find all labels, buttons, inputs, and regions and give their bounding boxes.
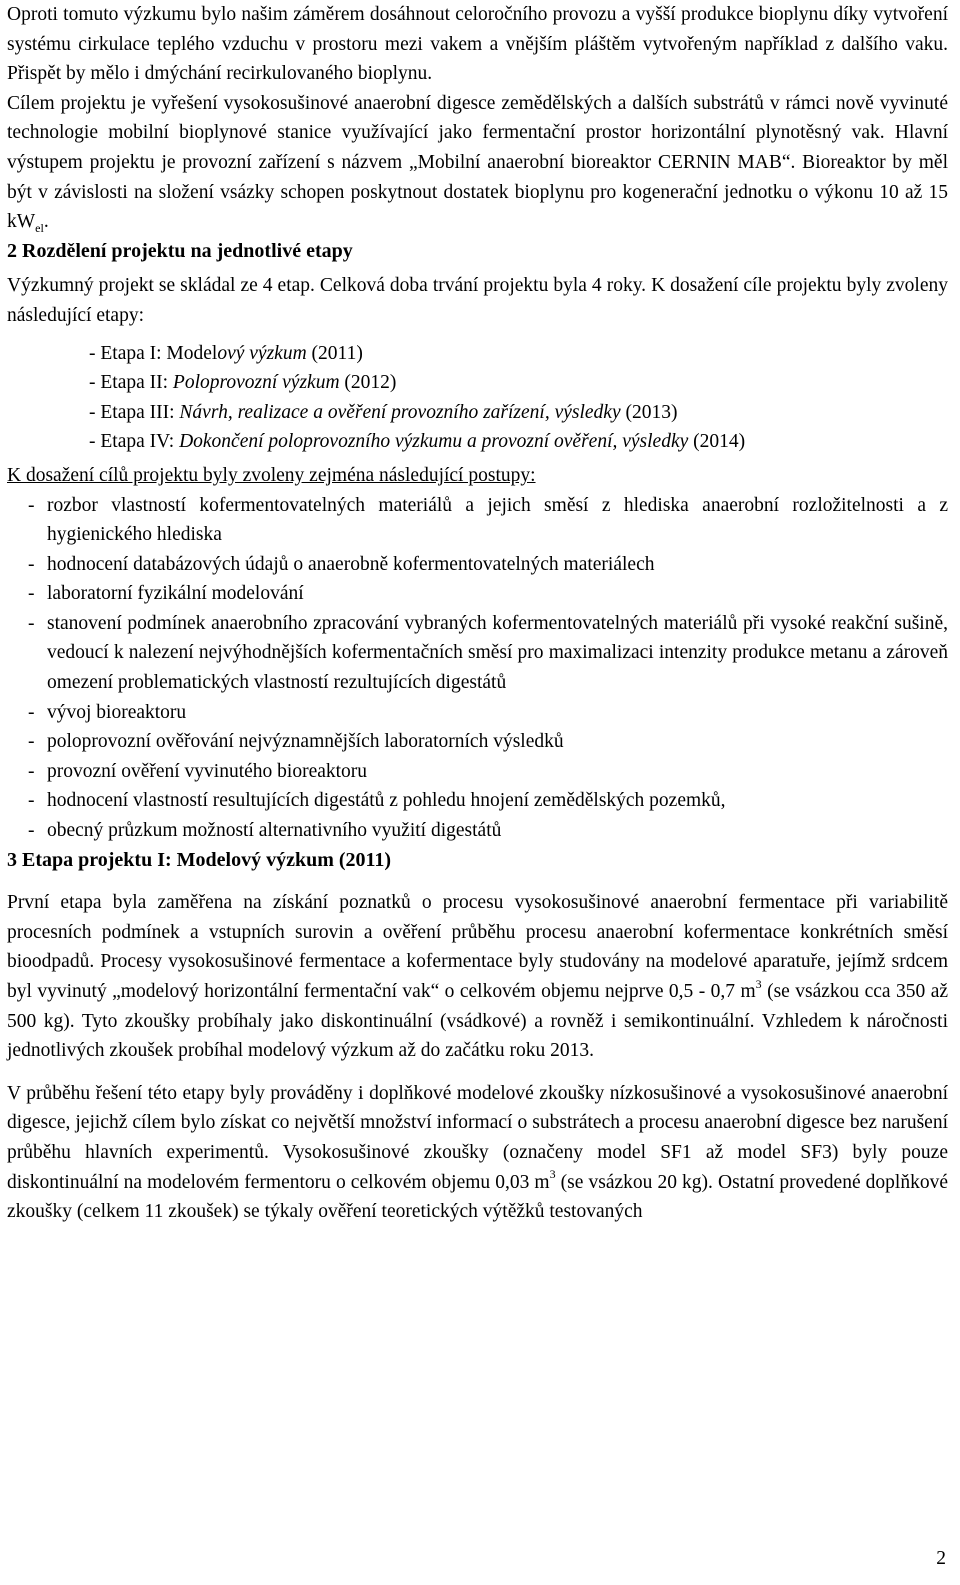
stage-year: (2011) [306, 342, 363, 364]
unit-superscript: 3 [549, 1167, 556, 1182]
section-3-heading: 3 Etapa projektu I: Modelový výzkum (2011) [7, 848, 392, 871]
approach-item [7, 609, 948, 698]
unit-superscript: 3 [755, 976, 762, 991]
stage-prefix: - Etapa III: [89, 401, 180, 423]
list-dash: - [28, 494, 35, 516]
approach-text: hodnocení vlastností resultujících digestátů z pohledu hnojení zemědělských pozemků, [47, 790, 726, 812]
intro-paragraph-2-text: Cílem projektu je vyřešení vysokosušinové anaerobní digesce zemědělských a dalších substrátů v rámci nově vyvinuté technologie mobilní bioplynové stanice využívající jako fermentační prostor horizontální plynotěsný vak. Hlavní výstupem projektu je provozní zařízení s názvem „Mobilní anaerobní bioreaktor CERNIN MAB“. Bioreaktor by měl být v závislosti na složení vsázky schopen poskytnout dostatek bioplynu pro kogenerační jednotku o výkonu 10 až 15 kW [7, 92, 948, 233]
list-dash: - [28, 583, 35, 605]
approach-item [7, 550, 948, 580]
page-number: 2 [936, 1548, 946, 1569]
section-3-paragraph-1-text: První etapa byla zaměřena na získání poznatků o procesu vysokosušinové anaerobní fermentace při variabilitě procesních podmínek a vstupních surovin a ověření průběhu procesu anaerobní kofermentace konkrétních směsí bioodpadů. Procesy vysokosušinové fermentace a kofermentace byly studovány na modelové aparatuře, jejímž srdcem byl vyvinutý „modelový horizontální fermentační vak“ o celkovém objemu nejprve 0,5 - 0,7 m [7, 892, 948, 1002]
approach-text: laboratorní fyzikální modelování [47, 583, 304, 605]
stage-prefix: - Etapa II: [89, 372, 173, 394]
stage-title: Návrh, realizace a ověření provozního zařízení, výsledky [179, 401, 621, 423]
approach-item [7, 579, 948, 609]
section-3-paragraph-1-rest: (se vsázkou cca 350 až 500 kg). Tyto zkoušky probíhaly jako diskontinuální (vsádkové) a rovněž i semikontinuální. Vzhledem k náročnosti jednotlivých zkoušek probíhal modelový výzkum až do začátku roku 2013. [7, 981, 949, 1062]
section-3-paragraph-2 [7, 1079, 948, 1227]
stage-title: Poloprovozní výzkum [172, 372, 340, 394]
stage-item [89, 398, 948, 428]
stage-year: (2012) [339, 372, 397, 394]
approach-item [7, 786, 948, 816]
approach-text: rozbor vlastností kofermentovatelných materiálů a jejich směsí z hlediska anaerobní rozložitelnosti a z hygienického hlediska [47, 494, 948, 546]
page-content [7, 0, 948, 1227]
section-3-paragraph-1 [7, 888, 948, 1066]
section-2-heading: 2 Rozdělení projektu na jednotlivé etapy [7, 239, 353, 262]
stages-list [89, 339, 948, 457]
unit-subscript: el [35, 221, 44, 236]
approach-text: obecný průzkum možností alternativního využití digestátů [47, 820, 502, 842]
approach-item [7, 757, 948, 787]
list-dash: - [28, 760, 35, 782]
approach-item [7, 698, 948, 728]
list-dash: - [28, 553, 35, 575]
stage-title: Dokončení poloprovozního výzkumu a provozní ověření, výsledky [179, 431, 689, 453]
approaches-list [7, 491, 948, 846]
intro-paragraph-2-end: . [43, 211, 49, 233]
approach-text: provozní ověření vyvinutého bioreaktoru [47, 760, 368, 782]
list-dash: - [28, 612, 35, 634]
stage-prefix: - Etapa IV: [89, 431, 180, 453]
section-3-paragraph-2-rest: (se vsázkou 20 kg). Ostatní provedené doplňkové zkoušky (celkem 11 zkoušek) se týkaly ověření teoretických výtěžků testovaných [7, 1171, 948, 1223]
approach-text: vývoj bioreaktoru [47, 701, 187, 723]
list-dash: - [28, 731, 35, 753]
approach-item [7, 727, 948, 757]
stage-item [89, 339, 948, 369]
approaches-lead: K dosažení cílů projektu byly zvoleny zejména následující postupy: [7, 464, 536, 486]
approach-text: stanovení podmínek anaerobního zpracování vybraných kofermentovatelných materiálů při vysoké reakční sušině, vedoucí k nalezení nejvýhodnějších kofermentačních směsí pro maximalizaci intenzity produkce metanu a zároveň omezení problematických vlastností rezultujících digestátů [47, 612, 948, 694]
approach-item [7, 491, 948, 550]
list-dash: - [28, 701, 35, 723]
stage-year: (2013) [620, 401, 678, 423]
stage-prefix: - Etapa I: Model [89, 342, 218, 364]
list-dash: - [28, 790, 35, 812]
intro-paragraph-2 [7, 89, 948, 237]
stage-item [89, 427, 948, 457]
approach-item [7, 816, 948, 846]
section-3-paragraph-2-text: V průběhu řešení této etapy byly prováděny i doplňkové modelové zkoušky nízkosušinové a vysokosušinové anaerobní digesce, jejichž cílem bylo získat co největší množství informací o substrátech a procesu anaerobní digesce bez narušení průběhu hlavních experimentů. Vysokosušinové zkoušky (označeny model SF1 až model SF3) byly pouze diskontinuální na modelovém fermentoru o celkovém objemu 0,03 m [7, 1082, 948, 1193]
list-dash: - [28, 820, 35, 842]
approach-text: hodnocení databázových údajů o anaerobně kofermentovatelných materiálech [47, 553, 655, 575]
stage-item [89, 368, 948, 398]
section-2-lead: Výzkumný projekt se skládal ze 4 etap. Celková doba trvání projektu byla 4 roky. K dosažení cíle projektu byly zvoleny následující etapy: [7, 275, 948, 326]
approach-text: poloprovozní ověřování nejvýznamnějších laboratorních výsledků [47, 731, 564, 753]
intro-paragraph-1: Oproti tomuto výzkumu bylo našim záměrem dosáhnout celoročního provozu a vyšší produkce bioplynu díky vytvoření systému cirkulace teplého vzduchu v prostoru mezi vakem a vnějším pláštěm vytvořeným například z dalšího vaku. Přispět by mělo i dmýchání recirkulovaného bioplynu. [7, 4, 948, 85]
stage-title: ový výzkum [217, 342, 307, 364]
stage-year: (2014) [688, 431, 746, 453]
